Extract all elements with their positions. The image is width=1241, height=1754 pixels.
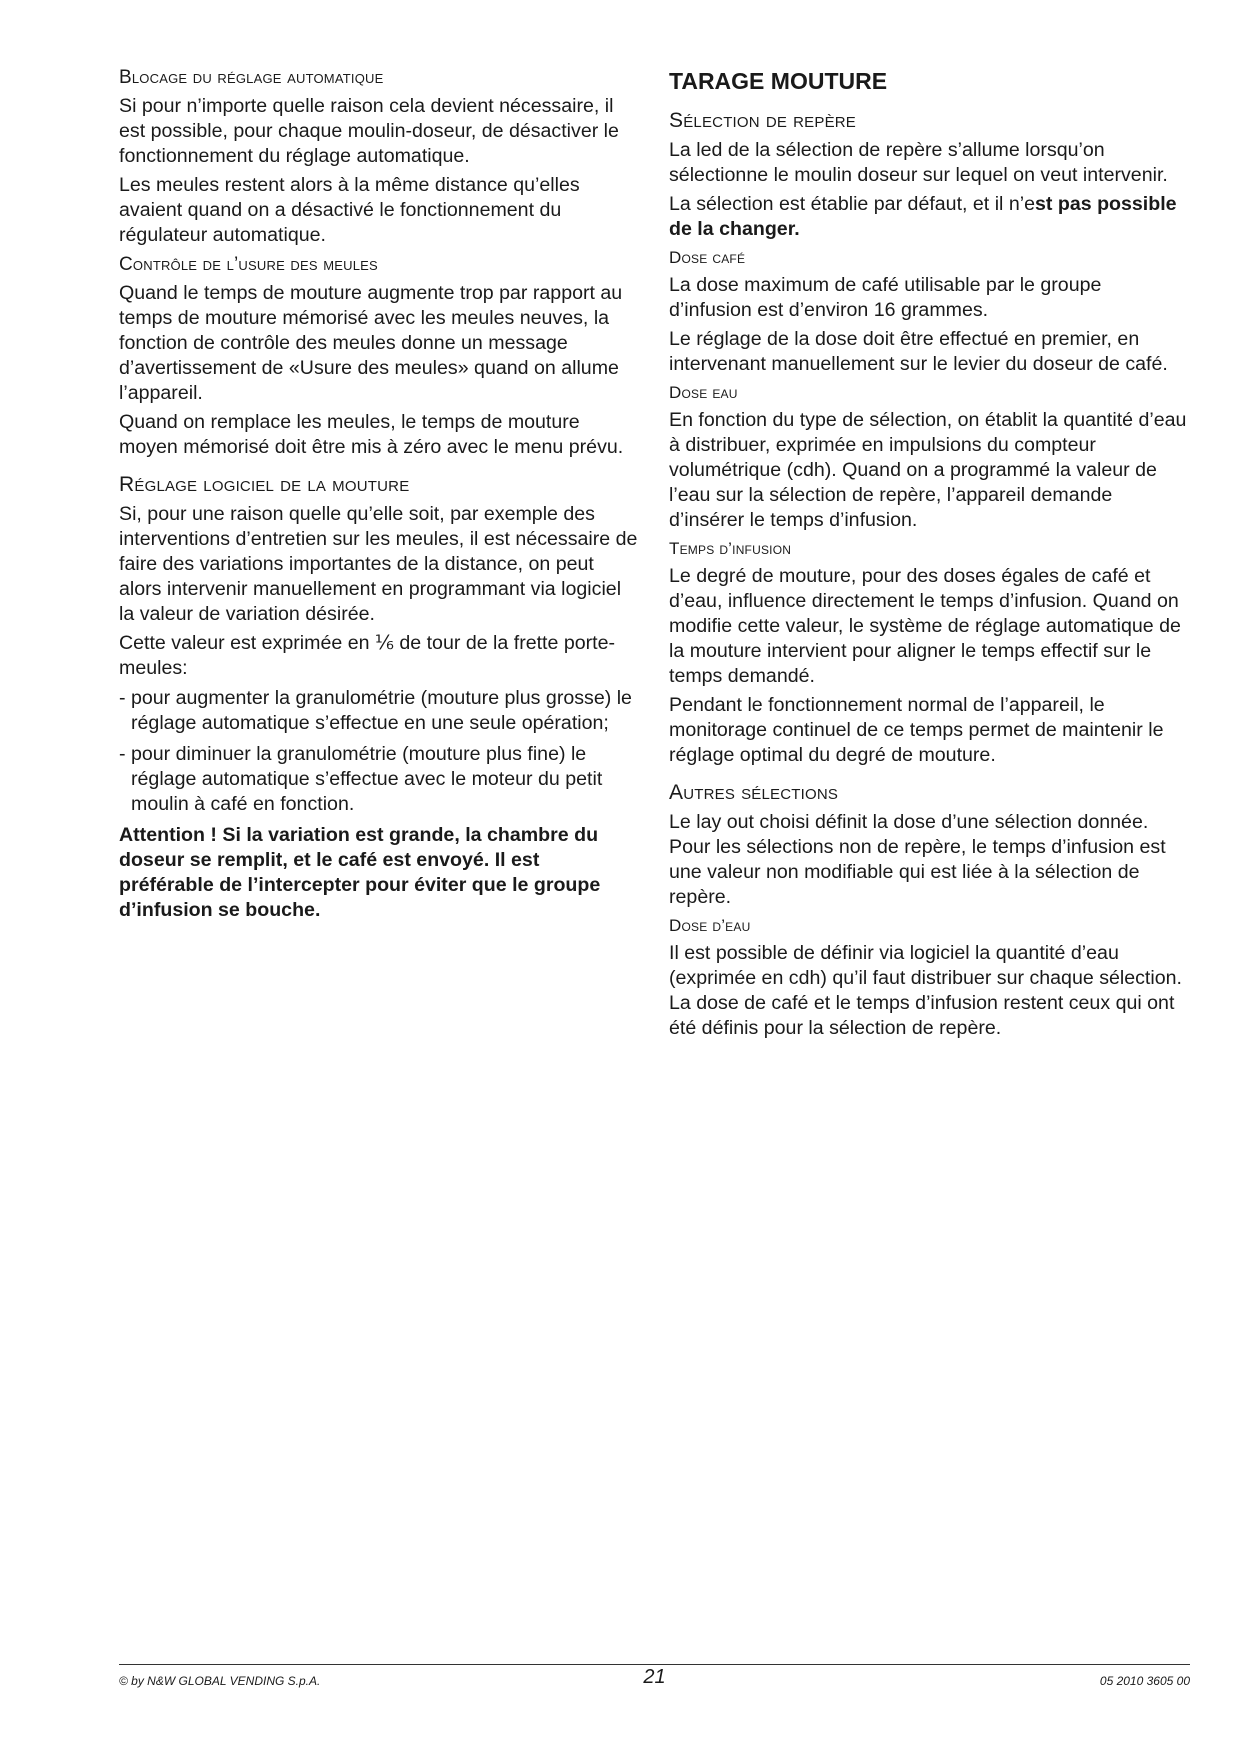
paragraph-reglage-2: Cette valeur est exprimée en ⅙ de tour de la frette porte-meules: (119, 632, 616, 679)
paragraph-temps-2: Pendant le fonctionnement normal de l’appareil, le monitorage continuel de ce temps permet de maintenir le réglage optimal du degré de mouture. (669, 694, 1164, 766)
heading-selection-repere: Sélection de repère (669, 109, 857, 132)
paragraph-blocage-1: Si pour n’importe quelle raison cela devient nécessaire, il est possible, pour chaque moulin-doseur, de désactiver le fonctionnement du réglage automatique. (119, 95, 619, 167)
heading-tarage-mouture: TARAGE MOUTURE (669, 68, 888, 94)
footer-divider (119, 1664, 1190, 1665)
left-column (119, 66, 639, 927)
page-footer (119, 1666, 1190, 1696)
paragraph-dose-eau: En fonction du type de sélection, on établit la quantité d’eau à distribuer, exprimée en impulsions du compteur volumétrique (cdh). Quand on a programmé la valeur de l’eau sur la sélection de repère, l’appareil demande d’insérer le temps d’infusion. (669, 409, 1187, 531)
paragraph-selection-2-normal: La sélection est établie par défaut, et il n’e (669, 193, 1035, 215)
paragraph-dose-deau: Il est possible de définir via logiciel la quantité d’eau (exprimée en cdh) qu’il faut distribuer sur chaque sélection. La dose de café et le temps d’infusion restent ceux qui ont été définis pour la sélection de repère. (669, 942, 1182, 1039)
attention-note: Attention ! Si la variation est grande, la chambre du doseur se remplit, et le café est envoyé. Il est préférable de l’intercepter pour éviter que le groupe d’infusion se bouche. (119, 824, 601, 921)
document-reference: 05 2010 3605 00 (1099, 1674, 1190, 1688)
paragraph-controle-2: Quand on remplace les meules, le temps de mouture moyen mémorisé doit être mis à zéro avec le menu prévu. (119, 411, 624, 458)
heading-controle: Contrôle de l’usure des meules (119, 254, 378, 275)
list-item-diminuer: - pour diminuer la granulométrie (mouture plus fine) le réglage automatique s’effectue avec le moteur du petit moulin à café en fonction. (119, 743, 603, 815)
heading-dose-deau: Dose d’eau (669, 916, 751, 935)
heading-autres-selections: Autres sélections (669, 781, 839, 804)
paragraph-dose-cafe-2: Le réglage de la dose doit être effectué en premier, en intervenant manuellement sur le levier du doseur de café. (669, 328, 1168, 375)
heading-dose-eau: Dose eau (669, 383, 738, 402)
heading-blocage: Blocage du réglage automatique (119, 67, 384, 88)
heading-temps-infusion: Temps d’infusion (669, 539, 792, 558)
page-number: 21 (643, 1666, 666, 1688)
paragraph-selection-2-bold: st pas possible de la changer. (669, 193, 1177, 240)
paragraph-selection-2 (669, 192, 1189, 242)
paragraph-dose-cafe-1: La dose maximum de café utilisable par le groupe d’infusion est d’environ 16 grammes. (669, 274, 1102, 321)
paragraph-blocage-2: Les meules restent alors à la même distance qu’elles avaient quand on a désactivé le fonctionnement du régulateur automatique. (119, 174, 580, 246)
paragraph-reglage-1: Si, pour une raison quelle qu’elle soit, par exemple des interventions d’entretien sur les meules, il est nécessaire de faire des variations importantes de la distance, on peut alors intervenir manuellement en programmant via logiciel la valeur de variation désirée. (119, 503, 638, 625)
heading-dose-cafe: Dose café (669, 248, 746, 267)
paragraph-controle-1: Quand le temps de mouture augmente trop par rapport au temps de mouture mémorisé avec les meules neuves, la fonction de contrôle des meules donne un message d’avertissement de «Usure des meules» quand on allume l’appareil. (119, 282, 623, 404)
footer-copyright: © by N&W GLOBAL VENDING S.p.A. (119, 1674, 321, 1688)
right-column (669, 66, 1189, 1045)
paragraph-selection-1: La led de la sélection de repère s’allume lorsqu’on sélectionne le moulin doseur sur lequel on veut intervenir. (669, 139, 1168, 186)
paragraph-autres: Le lay out choisi définit la dose d’une sélection donnée. Pour les sélections non de repère, le temps d’infusion est une valeur non modifiable qui est liée à la sélection de repère. (669, 811, 1166, 908)
paragraph-temps-1: Le degré de mouture, pour des doses égales de café et d’eau, influence directement le temps d’infusion. Quand on modifie cette valeur, le système de réglage automatique de la mouture intervient pour aligner le temps effectif sur le temps demandé. (669, 565, 1181, 687)
list-item-augmenter: - pour augmenter la granulométrie (mouture plus grosse) le réglage automatique s’effectue en une seule opération; (119, 687, 632, 734)
heading-reglage: Réglage logiciel de la mouture (119, 473, 410, 496)
